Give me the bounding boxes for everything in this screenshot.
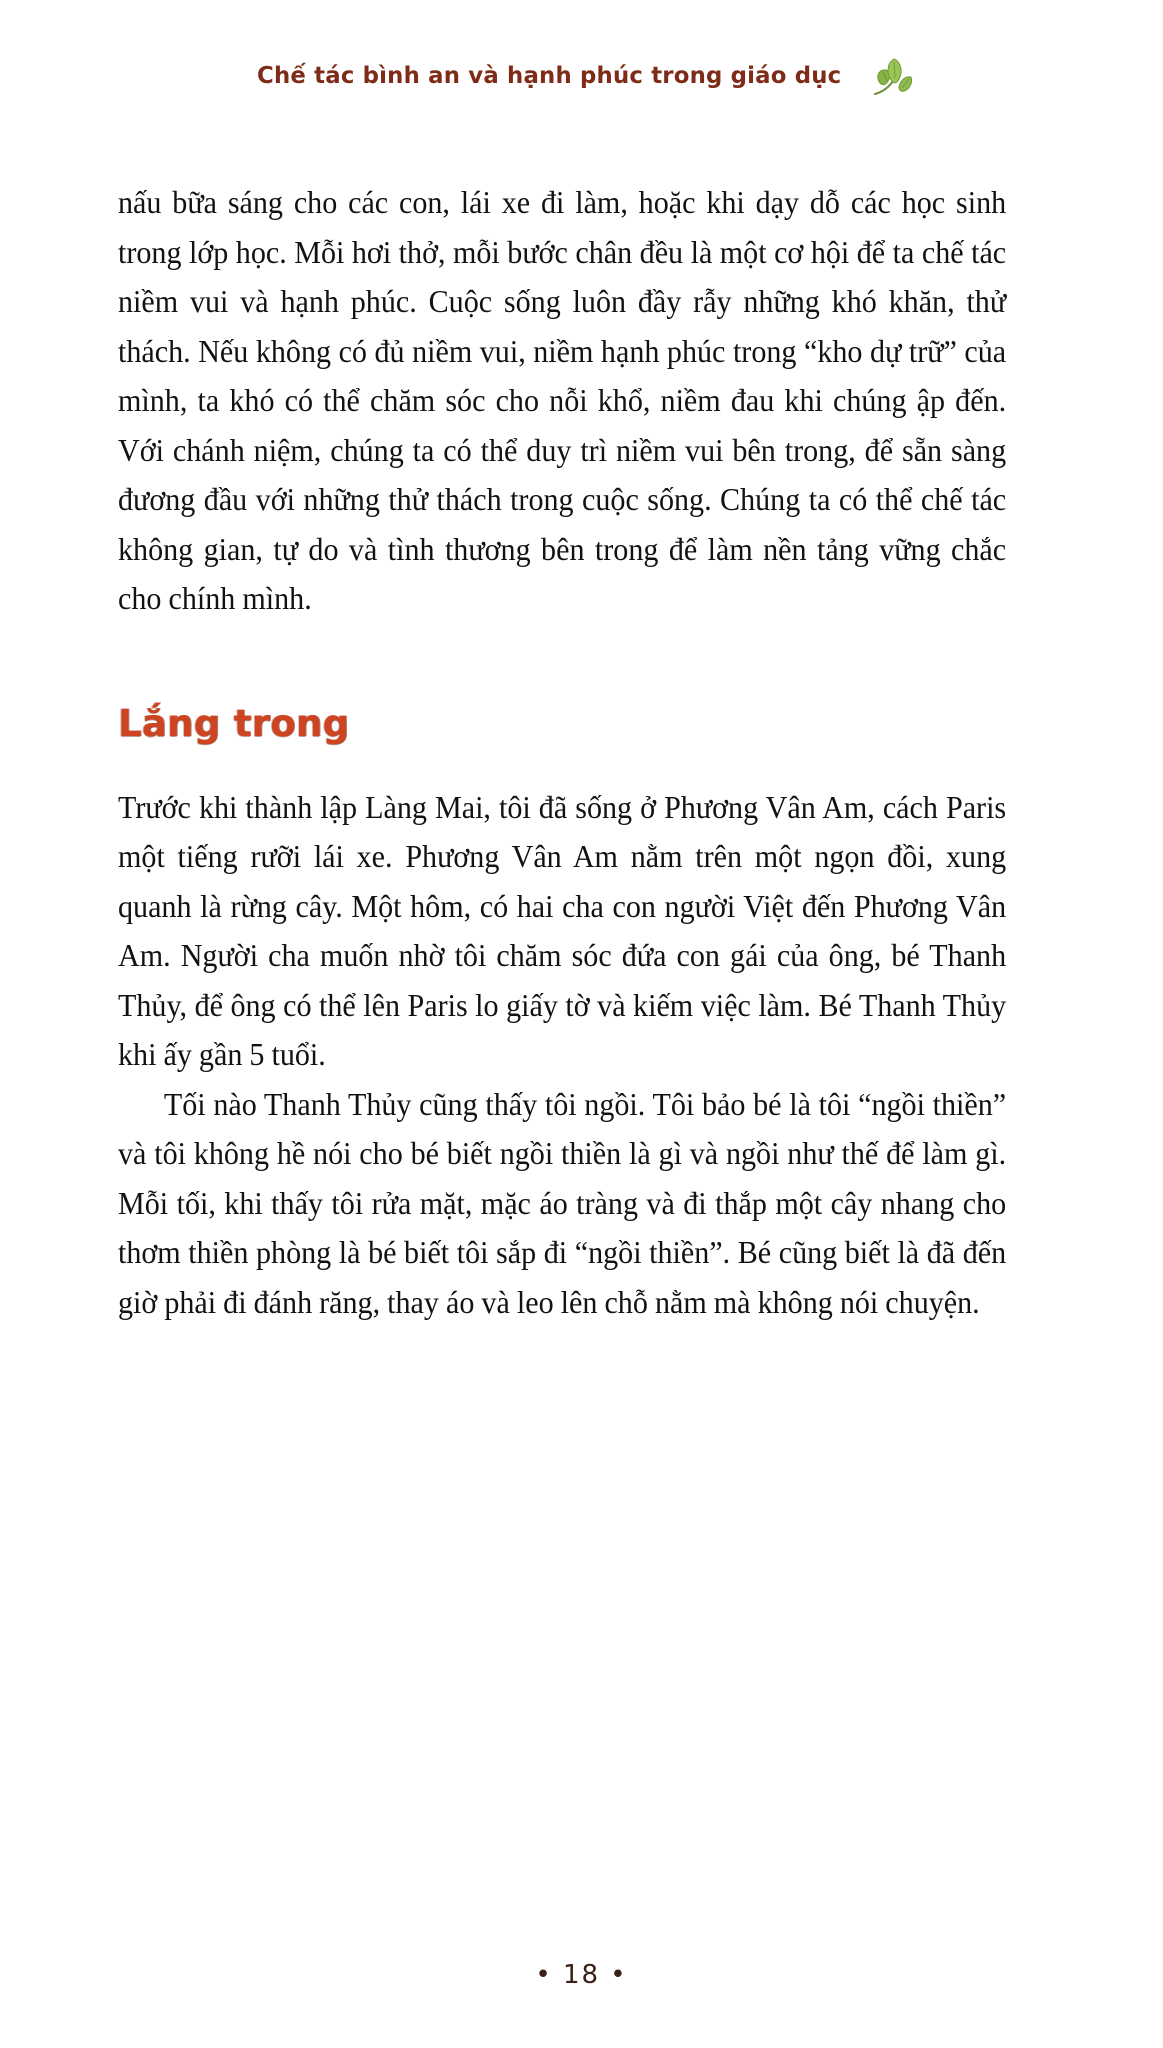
paragraph-lang-trong-1: Trước khi thành lập Làng Mai, tôi đã sống ở Phương Vân Am, cách Paris một tiếng rưỡi lái xe. Phương Vân Am nằm trên một ngọn đồi, xung quanh là rừng cây. Một hôm, có hai cha con người Việt đến Phương Vân Am. Người cha muốn nhờ tôi chăm sóc đứa con gái của ông, bé Thanh Thủy, để ông có thể lên Paris lo giấy tờ và kiếm việc làm. Bé Thanh Thủy khi ấy gần 5 tuổi.	[118, 789, 1007, 1072]
paragraph-continuation: nấu bữa sáng cho các con, lái xe đi làm, hoặc khi dạy dỗ các học sinh trong lớp học. Mỗi hơi thở, mỗi bước chân đều là một cơ hội để ta chế tác niềm vui và hạnh phúc. Cuộc sống luôn đầy rẫy những khó khăn, thử thách. Nếu không có đủ niềm vui, niềm hạnh phúc trong “kho dự trữ” của mình, ta khó có thể chăm sóc cho nỗi khổ, niềm đau khi chúng ập đến. Với chánh niệm, chúng ta có thể duy trì niềm vui bên trong, để sẵn sàng đương đầu với những thử thách trong cuộc sống. Chúng ta có thể chế tác không gian, tự do và tình thương bên trong để làm nền tảng vững chắc cho chính mình.	[118, 185, 1007, 616]
heading-space-below	[118, 745, 1048, 783]
section-heading: Lắng trong	[118, 701, 350, 745]
page-number: • 18 •	[535, 1960, 628, 1990]
running-header-title: Chế tác bình an và hạnh phúc trong giáo dục	[257, 61, 842, 89]
heading-space-above	[118, 624, 1048, 702]
leaf-sprout-icon	[869, 52, 915, 98]
text-column	[118, 178, 1048, 1327]
paragraph-lang-trong-2: Tối nào Thanh Thủy cũng thấy tôi ngồi. Tôi bảo bé là tôi “ngồi thiền” và tôi không hề nói cho bé biết ngồi thiền là gì và ngồi như thế để làm gì. Mỗi tối, khi thấy tôi rửa mặt, mặc áo tràng và đi thắp một cây nhang cho thơm thiền phòng là bé biết tôi sắp đi “ngồi thiền”. Bé cũng biết là đã đến giờ phải đi đánh răng, thay áo và leo lên chỗ nằm mà không nói chuyện.	[118, 1086, 1007, 1320]
running-header	[0, 52, 1163, 98]
